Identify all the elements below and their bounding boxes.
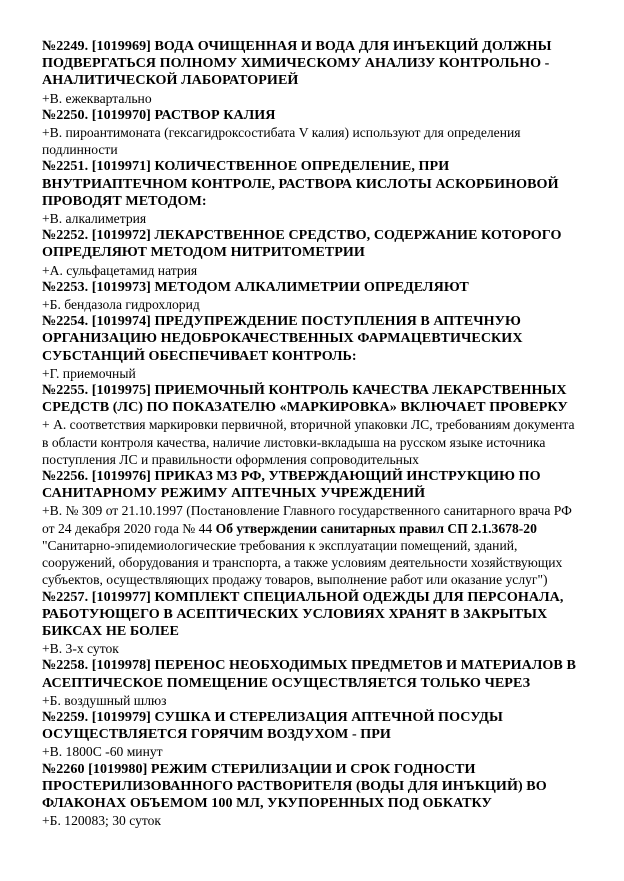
answer-2260: +Б. 120083; 30 суток [42,813,162,829]
question-2257: №2257. [1019977] КОМПЛЕКТ СПЕЦИАЛЬНОЙ ОДЕЖДЫ ДЛЯ ПЕРСОНАЛА, РАБОТУЮЩЕГО В АСЕПТИЧЕСКИХ УСЛОВИЯХ ХРАНЯТ В ЗАКРЫТЫХ БИКСАХ НЕ БОЛЕЕ [42,588,564,639]
answer-2256 [42,502,584,588]
answer-2253: +Б. бендазола гидрохлорид [42,297,200,313]
answer-2252: +А. сульфацетамид натрия [42,262,198,278]
question-2256: №2256. [1019976] ПРИКАЗ МЗ РФ, УТВЕРЖДАЮЩИЙ ИНСТРУКЦИЮ ПО САНИТАРНОМУ РЕЖИМУ АПТЕЧНЫХ УЧРЕЖДЕНИЙ [42,468,541,502]
answer-2249: +В. ежеквартально [42,90,152,106]
question-2260: №2260 [1019980] РЕЖИМ СТЕРИЛИЗАЦИИ И СРОК ГОДНОСТИ ПРОСТЕРИЛИЗОВАННОГО РАСТВОРИТЕЛЯ (ВОДЫ ДЛЯ ИНЪКЦИЙ) ВО ФЛАКОНАХ ОБЪЕМОМ 100 МЛ, УКУПОРЕННЫХ ПОД ОБКАТКУ [42,760,547,811]
question-2255: №2255. [1019975] ПРИЕМОЧНЫЙ КОНТРОЛЬ КАЧЕСТВА ЛЕКАРСТВЕННЫХ СРЕДСТВ (ЛС) ПО ПОКАЗАТЕЛЮ «МАРКИРОВКА» ВКЛЮЧАЕТ ПРОВЕРКУ [42,382,568,416]
answer-2251: +В. алкалиметрия [42,211,147,227]
answer-2250: +В. пироантимоната (гексагидроксостибата V калия) используют для определения подлинности [42,125,521,158]
answer-2256-post: "Санитарно-эпидемиологические требования к эксплуатации помещений, зданий, сооружений, оборудования и транспорта, а также условиям деятельности хозяйствующих субъектов, осуществляющих продажу товаров, выполнение работ или оказание услуг") [42,537,563,588]
question-2252: №2252. [1019972] ЛЕКАРСТВЕННОЕ СРЕДСТВО, СОДЕРЖАНИЕ КОТОРОГО ОПРЕДЕЛЯЮТ МЕТОДОМ НИТРИТОМЕТРИИ [42,227,562,261]
question-2259: №2259. [1019979] СУШКА И СТЕРЕЛИЗАЦИЯ АПТЕЧНОЙ ПОСУДЫ ОСУЩЕСТВЛЯЕТСЯ ГОРЯЧИМ ВОЗДУХОМ - ПРИ [42,708,503,743]
answer-2259: +В. 1800С -60 минут [42,744,163,760]
answer-2256-pre: +В. № 309 от 21.10.1997 (Постановление Главного государственного санитарного врача РФ от 24 декабря 2020 года № 44 [42,503,572,536]
question-2253: №2253. [1019973] МЕТОДОМ АЛКАЛИМЕТРИИ ОПРЕДЕЛЯЮТ [42,278,469,295]
answer-2255: + А. соответствия маркировки первичной, вторичной упаковки ЛС, требованиям документа в области контроля качества, наличие листовки-вкладыша на русском языке источника поступления ЛС и правильности оформления сопроводительных [42,417,575,467]
question-2249: №2249. [1019969] ВОДА ОЧИЩЕННАЯ И ВОДА ДЛЯ ИНЪЕКЦИЙ ДОЛЖНЫ ПОДВЕРГАТЬСЯ ПОЛНОМУ ХИМИЧЕСКОМУ АНАЛИЗУ КОНТРОЛЬНО - АНАЛИТИЧЕСКОЙ ЛАБОРАТОРИЕЙ [42,38,552,89]
answer-2254: +Г. приемочный [42,365,136,381]
answer-2256-bold: Об утверждении санитарных правил СП 2.1.3678-20 [215,520,537,536]
question-2254: №2254. [1019974] ПРЕДУПРЕЖДЕНИЕ ПОСТУПЛЕНИЯ В АПТЕЧНУЮ ОРГАНИЗАЦИЮ НЕДОБРОКАЧЕСТВЕННЫХ ФАРМАЦЕВТИЧЕСКИХ СУБСТАНЦИЙ ОБЕСПЕЧИВАЕТ КОНТРОЛЬ: [42,313,523,364]
question-2251: №2251. [1019971] КОЛИЧЕСТВЕННОЕ ОПРЕДЕЛЕНИЕ, ПРИ ВНУТРИАПТЕЧНОМ КОНТРОЛЕ, РАСТВОРА КИСЛОТЫ АСКОРБИНОВОЙ ПРОВОДЯТ МЕТОДОМ: [42,158,559,209]
question-2250: №2250. [1019970] РАСТВОР КАЛИЯ [42,106,276,123]
answer-2258: +Б. воздушный шлюз [42,692,167,708]
question-2258: №2258. [1019978] ПЕРЕНОС НЕОБХОДИМЫХ ПРЕДМЕТОВ И МАТЕРИАЛОВ В АСЕПТИЧЕСКОЕ ПОМЕЩЕНИЕ ОСУЩЕСТВЛЯЕТСЯ ТОЛЬКО ЧЕРЕЗ [42,657,576,691]
answer-2257: +В. 3-х суток [42,641,119,657]
